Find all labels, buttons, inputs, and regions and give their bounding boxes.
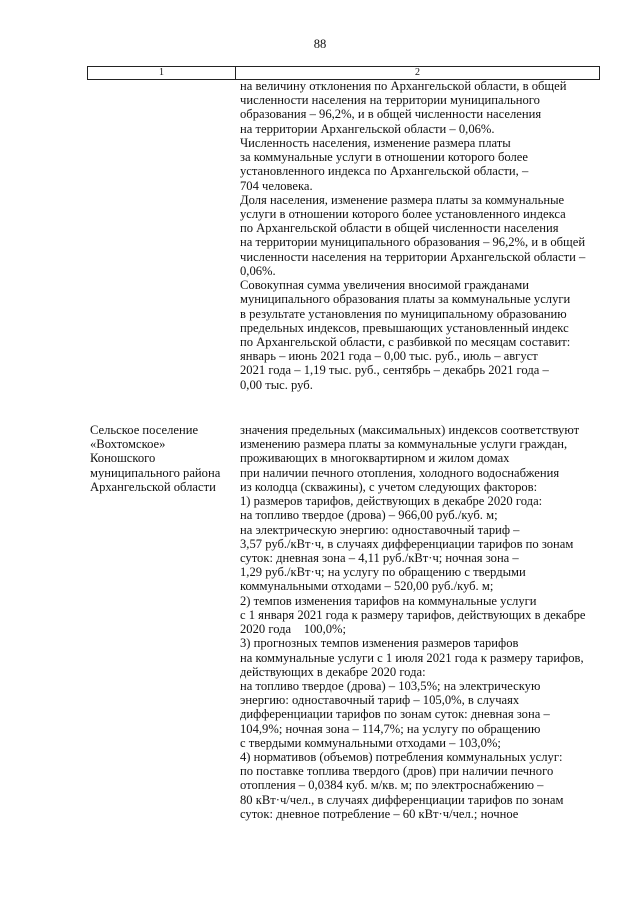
continuation-text: на величину отклонения по Архангельской области, в общей численности населения на территории муниципального образования – 96,2%, и в общей численности населения на территории Архангельской области – 0,06%. Численность населения, изменение размера платы за коммунальные услуги в отношении которого более установленного индекса по Архангельской области, – 704 человека. Доля населения, изменение размера платы за коммунальные услуги в отношении которого более установленного индекса по Архангельской области в общей численности населения на территории муниципального образования – 96,2%, и в общей численности населения на территории Архангельской области – 0,06%. Совокупная сумма увеличения вносимой гражданами муниципального образования платы за коммунальные услуги в результате установления по муниципальному образованию предельных индексов, превышающих установленный индекс по Архангельской области, с разбивкой по месяцам составит: январь – июнь 2021 года – 0,00 тыс. руб., июль – август 2021 года – 1,19 тыс. руб., сентябрь – декабрь 2021 года – 0,00 тыс. руб.	[240, 79, 586, 392]
index-description-text: значения предельных (максимальных) индексов соответствуют изменению размера платы за коммунальные услуги граждан, проживающих в многоквартирном и жилом домах при наличии печного отопления, холодного водоснабжения из колодца (скважины), с учетом следующих факторов: 1) размеров тарифов, действующих в декабре 2020 года: на топливо твердое (дрова) – 966,00 руб./куб. м; на электрическую энергию: одноставочный тариф – 3,57 руб./кВт·ч, в случаях дифференциации тарифов по зонам суток: дневная зона – 4,11 руб./кВт·ч; ночная зона – 1,29 руб./кВт·ч; на услугу по обращению с твердыми коммунальными отходами – 520,00 руб./куб. м; 2) темпов изменения тарифов на коммунальные услуги с 1 января 2021 года к размеру тарифов, действующих в декабре 2020 года 100,0%; 3) прогнозных темпов изменения размеров тарифов на коммунальные услуги с 1 июля 2021 года к размеру тарифов, действующих в декабре 2020 года: на топливо твердое (дрова) – 103,5%; на электрическую энергию: одноставочный тариф – 105,0%, в случаях дифференциации тарифов по зонам суток: дневная зона – 104,9%; ночная зона – 114,7%; на услугу по обращению с твердыми коммунальными отходами – 103,0%; 4) нормативов (объемов) потребления коммунальных услуг: по поставке топлива твердого (дров) при наличии печного отопления – 0,0384 куб. м/кв. м; по электроснабжению – 80 кВт·ч/чел., в случаях дифференциации тарифов по зонам суток: дневное потребление – 60 кВт·ч/чел.; ночное	[240, 423, 586, 821]
table-header-col-2: 2	[415, 67, 420, 78]
page-number: 88	[313, 37, 327, 51]
municipality-name: Сельское поселение «Вохтомское» Коношского муниципального района Архангельской области	[90, 423, 221, 494]
table-header-col-1: 1	[88, 67, 236, 79]
table-header-row	[87, 66, 600, 80]
